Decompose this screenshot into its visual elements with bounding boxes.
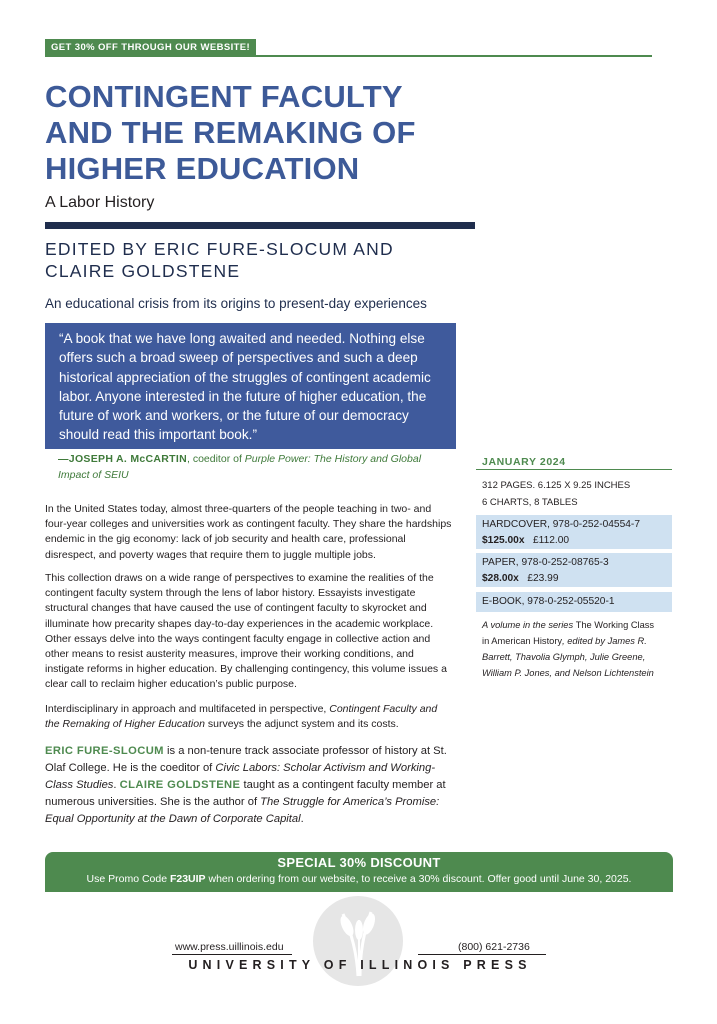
specs-pages: 312 PAGES. 6.125 X 9.25 INCHES xyxy=(482,480,631,491)
promo-tab: GET 30% OFF THROUGH OUR WEBSITE! xyxy=(45,39,256,56)
format-paper xyxy=(476,553,672,587)
title-line-3: HIGHER EDUCATION xyxy=(45,151,360,186)
book-title xyxy=(45,79,485,187)
editors-line-1: EDITED BY ERIC FURE-SLOCUM AND xyxy=(45,239,394,259)
hardcover-price-usd: $125.00x xyxy=(482,535,525,546)
series-name: The Working Class in American History xyxy=(482,620,655,646)
quote-role-book: Purple Power: The History and Global Impact of SEIU xyxy=(58,453,422,481)
quote-role-prefix: , coeditor of xyxy=(187,453,245,465)
format-ebook xyxy=(476,592,672,612)
discount-post: when ordering from our website, to receive a 30% discount. Offer good until June 30, 2025. xyxy=(205,873,632,885)
sidebar-rule xyxy=(476,469,672,470)
phone-number: (800) 621-2736 xyxy=(458,941,530,953)
series-pre: A volume in the series xyxy=(482,620,576,630)
bio-book-2: The Struggle for America’s Promise: Equal Opportunity at the Dawn of Corporate Capital xyxy=(45,796,440,825)
editors-line-2: CLAIRE GOLDSTENE xyxy=(45,261,241,281)
tagline: An educational crisis from its origins to present-day experiences xyxy=(45,296,427,311)
series-note xyxy=(482,617,662,681)
discount-banner xyxy=(45,852,673,892)
title-divider xyxy=(45,222,475,229)
bio-text-1b: . xyxy=(113,779,120,791)
bio-name-1: ERIC FURE-SLOCUM xyxy=(45,745,164,757)
editor-bios xyxy=(45,743,455,828)
specs-charts: 6 CHARTS, 8 TABLES xyxy=(482,497,578,508)
bio-text-2: taught as a contingent faculty member at numerous universities. She is the author of xyxy=(45,779,446,808)
editors xyxy=(45,238,465,282)
footer-rule-left xyxy=(172,954,292,955)
paper-price-gbp: £23.99 xyxy=(527,573,559,584)
book-specs xyxy=(482,477,630,511)
wheat-icon xyxy=(313,896,403,986)
description-p3-title: Contingent Faculty and the Remaking of Higher Education xyxy=(45,703,438,731)
press-logo-icon xyxy=(313,896,403,986)
description-p3-end: surveys the adjunct system and its costs. xyxy=(204,718,399,731)
promo-rule xyxy=(45,55,652,57)
quote-author: —JOSEPH A. McCARTIN xyxy=(58,453,187,465)
website-link[interactable]: www.press.uillinois.edu xyxy=(175,941,284,953)
discount-details xyxy=(45,873,673,885)
discount-pre: Use Promo Code xyxy=(86,873,170,885)
series-post: , edited by James R. Barrett, Thavolia Glymph, Julie Greene, William P. Jones, and Nelson Lichtenstein xyxy=(482,636,654,678)
hardcover-label: HARDCOVER, 978-0-252-04554-7 xyxy=(482,519,640,530)
quote-attribution xyxy=(58,451,453,483)
publication-date: JANUARY 2024 xyxy=(482,456,566,468)
press-name: UNIVERSITY OF ILLINOIS PRESS xyxy=(188,958,532,972)
bio-text-1: is a non-tenure track associate professor of history at St. Olaf College. He is the coeditor of xyxy=(45,745,447,774)
footer-rule-right xyxy=(418,954,546,955)
paper-price-usd: $28.00x xyxy=(482,573,519,584)
promo-code: F23UIP xyxy=(169,873,206,885)
description-p3-start: Interdisciplinary in approach and multifaceted in perspective, xyxy=(45,703,330,715)
format-hardcover xyxy=(476,515,672,549)
bio-name-2: CLAIRE GOLDSTENE xyxy=(119,779,241,791)
quote-text: “A book that we have long awaited and needed. Nothing else offers such a broad sweep of perspectives and such a deep historical appreciation of the struggles of contingent academic labor. Anyone interested in the future of higher education, the future of work and workers, or the future of our democracy should read this important book.” xyxy=(59,331,431,443)
paper-label: PAPER, 978-0-252-08765-3 xyxy=(482,557,609,568)
description-p2: This collection draws on a wide range of perspectives to examine the realities of the contingent faculty system through the lens of labor history. Essayists investigate structural changes that have caused the use of contingent faculty to skyrocket and illuminate how precarity shapes day-to-day experiences in the academic workplace. Other essays delve into the ways contingent faculty engage in collective action and other means to resist austerity measures, improve their working conditions, and instigate reforms in higher education. By challenging contingency, this volume issues a clear call to reclaim higher education’s public purpose. xyxy=(45,572,447,691)
bio-book-1: Civic Labors: Scholar Activism and Working-Class Studies xyxy=(45,762,436,791)
title-line-1: CONTINGENT FACULTY xyxy=(45,79,403,114)
book-subtitle: A Labor History xyxy=(45,194,155,211)
title-line-2: AND THE REMAKING OF xyxy=(45,115,416,150)
ebook-label: E-BOOK, 978-0-252-05520-1 xyxy=(482,596,615,607)
bio-text-2b: . xyxy=(300,813,304,825)
endorsement-quote xyxy=(45,323,456,449)
description-p3 xyxy=(45,702,453,732)
hardcover-price-gbp: £112.00 xyxy=(533,535,570,546)
description-p1: In the United States today, almost three-quarters of the people teaching in two- and four-year colleges and universities work as contingent faculty. They share the hardships endemic in the gig economy: lack of job security and health care, professional disrespect, and poverty wages that require them to juggle multiple jobs. xyxy=(45,503,452,561)
discount-heading: SPECIAL 30% DISCOUNT xyxy=(277,855,441,870)
